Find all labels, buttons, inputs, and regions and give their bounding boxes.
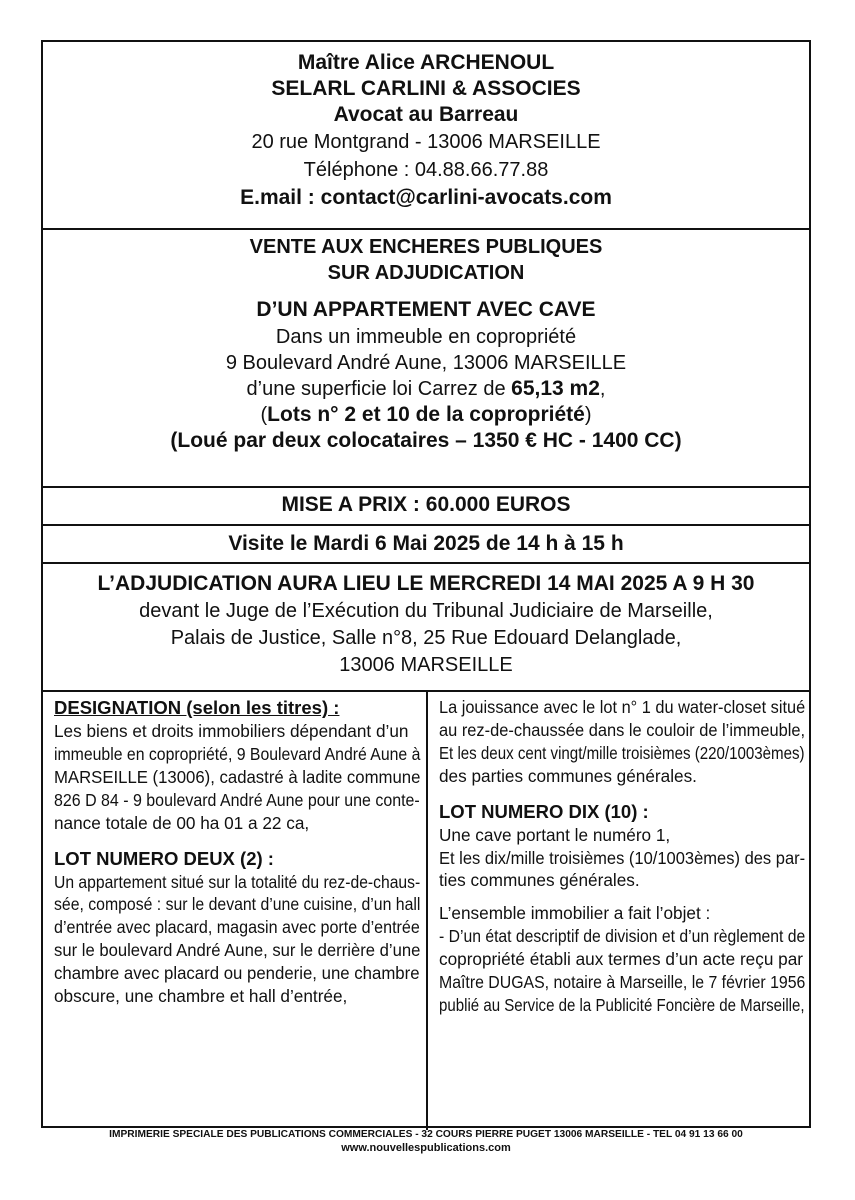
lot2-line: sée, composé : sur le devant d’une cuisine, d’un hall	[54, 894, 421, 915]
designation-line: immeuble en copropriété, 9 Boulevard André Aune à	[54, 743, 421, 764]
price-text: MISE A PRIX : 60.000 EUROS	[281, 493, 571, 516]
notice-frame	[41, 40, 811, 1128]
printer-website: www.nouvellespublications.com	[341, 1142, 511, 1154]
lot2-title: LOT NUMERO DEUX (2) :	[54, 847, 274, 869]
adjudication-title: L’ADJUDICATION AURA LIEU LE MERCREDI 14 MAI 2025 A 9 H 30	[97, 572, 755, 595]
adjudication-info	[43, 570, 809, 679]
sale-object: D’UN APPARTEMENT AVEC CAVE	[256, 298, 596, 321]
property-area	[43, 376, 809, 402]
lots-text: Lots n° 2 et 10 de la copropriété	[267, 403, 585, 426]
lawyer-name: Maître Alice ARCHENOUL	[297, 51, 555, 74]
divider	[43, 562, 809, 564]
starting-price	[43, 492, 809, 518]
area-value: 65,13 m2	[511, 377, 600, 400]
intro-line: au rez-de-chaussée dans le couloir de l’immeuble,	[439, 719, 806, 740]
adjudication-venue: Palais de Justice, Salle n°8, 25 Rue Edouard Delanglade,	[170, 627, 682, 649]
intro-line: des parties communes générales.	[439, 765, 697, 786]
rent-info: (Loué par deux colocataires – 1350 € HC - 1400 CC)	[170, 429, 682, 452]
intro-line: Et les deux cent vingt/mille troisièmes (220/1003èmes)	[439, 742, 805, 763]
column-divider	[426, 690, 428, 1130]
ensemble-line: Maître DUGAS, notaire à Marseille, le 7 février 1956	[439, 972, 806, 993]
footer-rule	[41, 1126, 811, 1128]
printer-address: IMPRIMERIE SPECIALE DES PUBLICATIONS COMMERCIALES - 32 COURS PIERRE PUGET 13006 MARSEILLE - TEL 04 91 13 66 00	[109, 1129, 743, 1140]
lawyer-header	[43, 50, 809, 212]
ensemble-line: publié au Service de la Publicité Foncière de Marseille,	[439, 994, 805, 1015]
lot10-line: ties communes générales.	[439, 870, 640, 891]
intro-line: La jouissance avec le lot n° 1 du water-closet situé	[439, 697, 806, 717]
divider	[43, 228, 809, 230]
lawyer-role: Avocat au Barreau	[333, 103, 519, 126]
ensemble-line: - D’un état descriptif de division et d’un règlement de	[439, 926, 806, 947]
lot2-line: Un appartement situé sur la totalité du rez-de-chaus-	[54, 871, 421, 892]
designation-line: Les biens et droits immobiliers dépendant d’un	[54, 721, 409, 741]
left-column	[54, 696, 420, 1008]
property-lots	[43, 402, 809, 428]
lawyer-phone: Téléphone : 04.88.66.77.88	[303, 159, 549, 181]
area-suffix: ,	[599, 378, 606, 400]
lot10-line: Une cave portant le numéro 1,	[439, 824, 671, 845]
ensemble-line: L’ensemble immobilier a fait l’objet :	[439, 903, 711, 924]
lot10-line: Et les dix/mille troisièmes (10/1003èmes) des par-	[439, 847, 806, 868]
designation-line: MARSEILLE (13006), cadastré à ladite commune	[54, 766, 421, 787]
designation-line: nance totale de 00 ha 01 a 22 ca,	[54, 812, 310, 833]
divider	[43, 524, 809, 526]
area-prefix: d’une superficie loi Carrez de	[246, 378, 512, 400]
property-address: 9 Boulevard André Aune, 13006 MARSEILLE	[225, 352, 627, 374]
right-column	[439, 696, 805, 1017]
law-firm: SELARL CARLINI & ASSOCIES	[271, 77, 581, 100]
designation-title: DESIGNATION (selon les titres) :	[54, 697, 340, 718]
lot2-line: sur le boulevard André Aune, sur le derrière d’une	[54, 940, 421, 961]
lawyer-address: 20 rue Montgrand - 13006 MARSEILLE	[251, 131, 601, 153]
printer-footer	[41, 1128, 811, 1155]
lawyer-email: E.mail : contact@carlini-avocats.com	[240, 186, 612, 209]
adjudication-court: devant le Juge de l’Exécution du Tribunal Judiciaire de Marseille,	[139, 600, 713, 622]
lot2-line: chambre avec placard ou penderie, une chambre	[54, 963, 420, 984]
sale-subtitle: SUR ADJUDICATION	[327, 262, 525, 284]
ensemble-line: copropriété établi aux termes d’un acte reçu par	[439, 949, 804, 970]
lots-close: )	[584, 404, 592, 426]
designation-line: 826 D 84 - 9 boulevard André Aune pour une conte-	[54, 789, 420, 810]
lots-open: (	[260, 404, 268, 426]
visit-text: Visite le Mardi 6 Mai 2025 de 14 h à 15 h	[228, 532, 624, 555]
sale-description	[43, 234, 809, 454]
lot2-line: d’entrée avec placard, magasin avec porte d’entrée	[54, 917, 420, 938]
lot2-line: obscure, une chambre et hall d’entrée,	[54, 986, 348, 1007]
building-type: Dans un immeuble en copropriété	[275, 326, 577, 348]
adjudication-city: 13006 MARSEILLE	[339, 654, 513, 676]
lot10-title: LOT NUMERO DIX (10) :	[439, 800, 649, 822]
sale-title: VENTE AUX ENCHERES PUBLIQUES	[249, 236, 603, 258]
visit-info	[43, 531, 809, 557]
divider	[43, 486, 809, 488]
